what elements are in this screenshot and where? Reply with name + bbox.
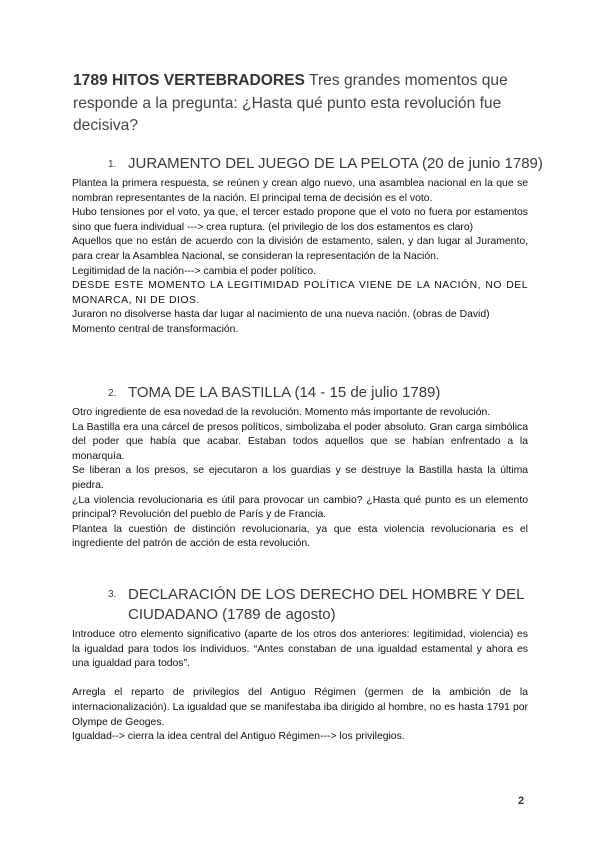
document-title xyxy=(73,70,533,138)
section-3-paragraph: Igualdad--> cierra la idea central del Antiguo Régimen---> los privilegios. xyxy=(72,731,405,743)
section-3-number: 3. xyxy=(108,589,117,600)
section-2-paragraph: Plantea la cuestión de distinción revolucionaria, ya que esta violencia revolucionaria es el ingrediente del patrón de acción de esta revolución. xyxy=(72,523,528,550)
section-1-title: JURAMENTO DEL JUEGO DE LA PELOTA (20 de junio 1789) xyxy=(128,155,543,172)
section-2-body xyxy=(72,406,528,552)
title-rest: Tres grandes momentos que responde a la pregunta: ¿Hasta qué punto esta revolución fue decisiva? xyxy=(73,72,508,134)
section-2-title: TOMA DE LA BASTILLA (14 - 15 de julio 1789) xyxy=(128,384,441,401)
section-3-paragraph: Arregla el reparto de privilegios del Antiguo Régimen (germen de la ambición de la internacionalización). La igualdad que se manifestaba iba dirigido al hombre, no es hasta 1791 por Olympe de Geoges. xyxy=(72,687,528,728)
section-1-paragraph: DESDE ESTE MOMENTO LA LEGITIMIDAD POLÍTICA VIENE DE LA NACIÓN, NO DEL MONARCA, NI DE DIOS. xyxy=(72,280,528,306)
section-1-paragraph: Hubo tensiones por el voto, ya que, el tercer estado propone que el voto no fuera por estamentos sino que fuera individual ---> crea ruptura. (el privilegio de los dos estamentos es claro) xyxy=(72,207,528,233)
section-3-paragraph: Introduce otro elemento significativo (aparte de los otros dos anteriores: legitimidad, violencia) es la igualdad para todos los individuos. “Antes constaban de una igualdad estamental y ahora es una igualdad para todos”. xyxy=(72,629,528,670)
section-3-body xyxy=(72,628,528,745)
section-3-heading xyxy=(108,585,528,625)
section-3-title: DECLARACIÓN DE LOS DERECHO DEL HOMBRE Y DEL CIUDADANO (1789 de agosto) xyxy=(128,586,524,623)
section-2-paragraph: Otro ingrediente de esa novedad de la revolución. Momento más importante de revolución. xyxy=(72,407,491,418)
section-1-paragraph: Plantea la primera respuesta, se reúnen y crean algo nuevo, una asamblea nacional en la que se nombran representantes de la nación. El principal tema de decisión es el voto. xyxy=(72,178,528,204)
section-1-body xyxy=(72,177,528,338)
section-2-paragraph: ¿La violencia revolucionaria es útil para provocar un cambio? ¿Hasta qué punto es un elemento principal? Revolución del pueblo de París y de Francia. xyxy=(72,494,528,521)
section-1-number: 1. xyxy=(108,159,117,170)
section-2-paragraph: La Bastilla era una cárcel de presos políticos, simbolizaba el poder absoluto. Gran carga simbólica del poder que había que acabar. Estaban todos aquellos que se habían enfrentado a la monarquía. xyxy=(72,421,528,462)
section-2-number: 2. xyxy=(108,388,117,399)
section-1-heading xyxy=(108,154,543,174)
section-1-paragraph: Legitimidad de la nación---> cambia el poder político. xyxy=(72,265,317,277)
section-1-paragraph: Aquellos que no están de acuerdo con la división de estamento, salen, y dan lugar al Juramento, para crear la Asamblea Nacional, se consideran la representación de la Nación. xyxy=(72,236,528,262)
section-2-heading xyxy=(108,383,440,403)
section-2-paragraph: Se liberan a los presos, se ejecutaron a los guardias y se destruye la Bastilla hasta la última piedra. xyxy=(72,465,528,491)
page-number: 2 xyxy=(518,795,525,807)
section-1-paragraph: Momento central de transformación. xyxy=(72,323,239,335)
section-1-paragraph: Juraron no disolverse hasta dar lugar al nacimiento de una nueva nación. (obras de David) xyxy=(72,309,490,321)
title-bold: 1789 HITOS VERTEBRADORES xyxy=(73,72,305,89)
